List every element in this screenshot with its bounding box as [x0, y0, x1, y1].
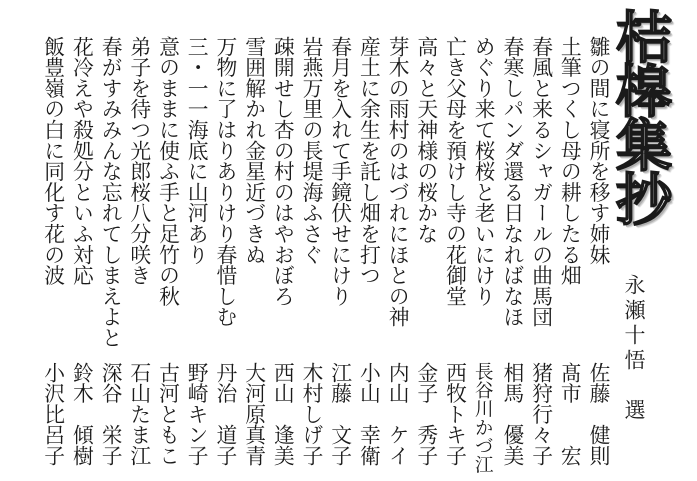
poem-line: 弟子を待つ光郎桜八分咲き	[126, 36, 151, 286]
poem-author: 金子 秀子	[413, 362, 438, 466]
poem-author: 小山 幸衛	[356, 362, 381, 466]
poem-line: 春寒しパンダ還る日なればなほ	[499, 36, 524, 328]
poem-author: 古河ともこ	[155, 362, 180, 466]
poem-author: 佐藤 健則	[586, 362, 610, 466]
poem-author: 石山たま江	[126, 362, 151, 466]
poem-line: 春風と来るシャガールの曲馬団	[528, 36, 553, 328]
poem-line: 春がすみみんな忘れてしまえよと	[98, 36, 123, 348]
poem-author: 江藤 文子	[327, 362, 352, 466]
poem-author: 小沢比呂子	[40, 362, 65, 466]
poem-author: 髙市 宏	[557, 362, 582, 466]
poem-author: 大河原真青	[241, 362, 266, 466]
poem-author: 深谷 栄子	[98, 362, 123, 466]
poem-line: めぐり来て桜桜と老いにけり	[471, 36, 496, 307]
poem-line: 高々と天神様の桜かな	[413, 36, 438, 244]
poem-author: 長谷川かづ江	[472, 362, 494, 474]
poem-author: 木村しげ子	[299, 362, 323, 466]
poem-line: 万物に了はりありけり春惜しむ	[212, 36, 237, 328]
poem-line: 飯豊嶺の白に同化す花の波	[40, 36, 65, 286]
poem-line: 岩燕万里の長堤海ふさぐ	[299, 36, 323, 265]
poem-author: 丹治 道子	[212, 362, 237, 466]
poem-author: 野崎キン子	[184, 362, 209, 466]
poem-line: 春月を入れて手鏡伏せにけり	[327, 36, 352, 307]
poem-line: 土筆つくし母の耕したる畑	[557, 36, 582, 286]
poem-author: 相馬 優美	[499, 362, 524, 466]
poem-line: 三・一一海底に山河あり	[184, 36, 209, 265]
poem-author: 内山 ケイ	[385, 362, 410, 466]
selector-name: 永瀬十悟 選	[622, 274, 646, 424]
poem-line: 花冷えや殺処分といふ対応	[69, 36, 94, 286]
poem-line: 疎開せし杏の村のはやおぼろ	[270, 36, 295, 307]
poem-author: 鈴木 傾樹	[69, 362, 94, 466]
poem-line: 産土に余生を託し畑を打つ	[356, 36, 381, 286]
poem-line: 意のままに使ふ手と足竹の秋	[155, 36, 180, 307]
poem-line: 芽木の雨村のはづれにほとの神	[385, 36, 410, 328]
poem-author: 西牧トキ子	[442, 362, 467, 466]
poem-author: 猪狩行々子	[528, 362, 553, 466]
poem-line: 雛の間に寝所を移す姉妹	[586, 36, 610, 265]
poem-line: 亡き父母を預けし寺の花御堂	[442, 36, 467, 307]
page-title: 桔槔集抄	[607, 8, 673, 224]
poem-author: 西山 逢美	[270, 362, 295, 466]
poem-line: 雪囲解かれ金星近づきぬ	[241, 36, 266, 265]
